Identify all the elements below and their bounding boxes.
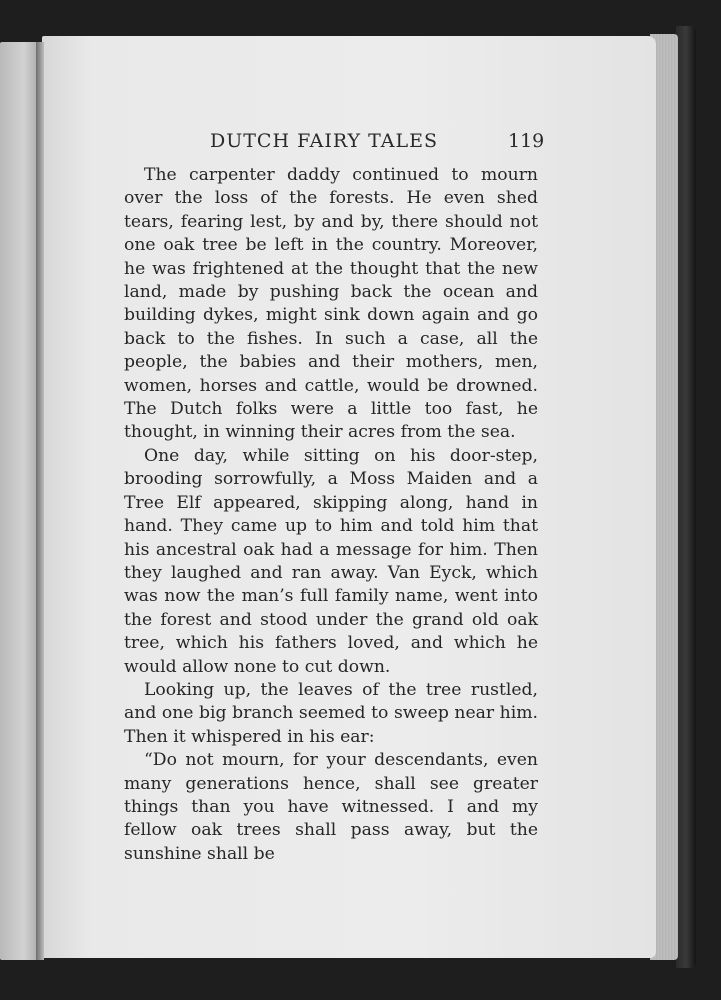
paragraph: Looking up, the leaves of the tree rustled, and one big branch seemed to sweep near him. Then it whispered in his ear:: [124, 679, 538, 747]
gutter-shadow: [36, 42, 44, 960]
running-head: [42, 128, 656, 158]
paragraph: “Do not mourn, for your descendants, even many generations hence, shall see greater things than you have witnessed. I and my fellow oak trees shall pass away, but the sunshine shall be: [124, 750, 538, 864]
body-text: [124, 164, 538, 866]
running-title: DUTCH FAIRY TALES: [210, 130, 438, 152]
page-number: 119: [508, 130, 545, 152]
left-page-edge: [0, 42, 40, 960]
paragraph: The carpenter daddy continued to mourn over the loss of the forests. He even shed tears, fearing lest, by and by, there should not one oak tree be left in the country. Moreover, he was frightened at the thought that the new land, made by pushing back the ocean and building dykes, might sink down again and go back to the fishes. In such a case, all the people, the babies and their mothers, men, women, horses and cattle, would be drowned. The Dutch folks were a little too fast, he thought, in winning their acres from the sea.: [124, 165, 538, 443]
book-cover-edge: [676, 26, 696, 968]
paragraph: One day, while sitting on his door-step, brooding sorrowfully, a Moss Maiden and a Tree Elf appeared, skipping along, hand in hand. They came up to him and told him that his ancestral oak had a message for him. Then they laughed and ran away. Van Eyck, which was now the man’s full family name, went into the forest and stood under the grand old oak tree, which his fathers loved, and which he would allow none to cut down.: [124, 445, 538, 677]
book-page: [42, 36, 656, 958]
